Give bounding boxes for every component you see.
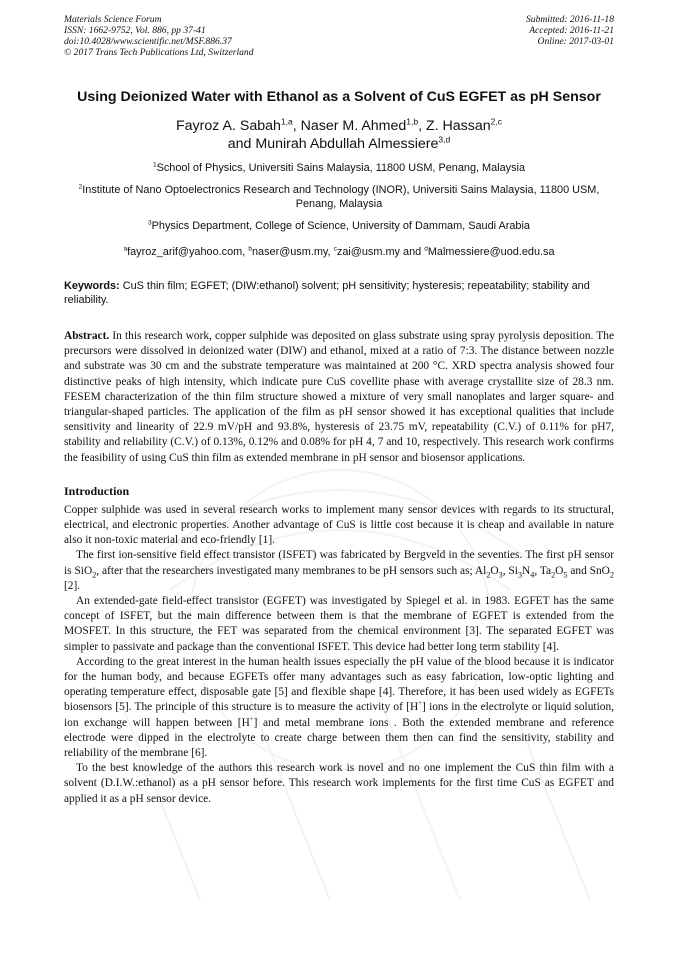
subscript: 2 [92,569,97,579]
subscript: 2 [551,569,556,579]
subscript: 2 [609,569,614,579]
author-sup: 1,a [280,116,293,127]
paragraph [64,548,614,594]
keywords-label: Keywords: [64,280,120,292]
text-run: O [555,564,564,577]
submitted-date: Submitted: 2016-11-18 [525,14,614,25]
email-link[interactable]: fayroz_arif@yahoo.com, [127,246,249,258]
paper-title: Using Deionized Water with Ethanol as a Solvent of CuS EGFET as pH Sensor [77,89,601,105]
journal-name: Materials Science Forum [64,14,162,25]
abstract-text: In this research work, copper sulphide was deposited on glass substrate using spray pyrolysis deposition. The precursors were dissolved in deionized water (DIW) and ethanol, mixed at a ratio of 7:3. The distance between nozzle and substrate was 30 cm and the substrate temperature was maintained at 200 °C. XRD spectra analysis showed four distinctive peaks of high intensity, which indicate pure CuS covellite phase with average crystallite size of 28.3 nm. FESEM characterization of the thin film structure showed a mixture of very small nanoplates and larger square- and triangular-shaped particles. The application of the film as pH sensor showed it has exceptional qualities that include sensitivity and linearity of 22.9 mV/pH and 93.8%, hysteresis of 23.75 mV, repeatability (C.V.) of 0.11% for pH7, stability and reliability (C.V.) of 0.13%, 0.12% and 0.08% for pH 4, 7 and 10, respectively. This research work confirms the feasibility of using CuS thin film as extended membrane in pH sensor and biosensor applications. [64,330,614,464]
author-list [64,117,614,153]
journal-header [64,14,614,58]
submission-dates [526,14,614,58]
abstract [64,329,614,466]
text-run: The first ion-sensitive field effect transistor (ISFET) was fabricated by Bergveld in the seventies. The first pH sensor is SiO [64,549,614,577]
author-name: Z. Hassan [426,118,491,134]
text-run: [2]. [64,579,81,592]
affiliation [64,161,614,175]
author-name: Fayroz A. Sabah [176,118,281,134]
affiliation-text: School of Physics, Universiti Sains Malaysia, 11800 USM, Penang, Malaysia [156,162,526,174]
email-link[interactable]: Malmessiere@uod.edu.sa [427,246,555,258]
text-run: ] ions in the electrolyte or liquid solution, ion exchange will happen between [H [64,701,614,729]
online-date: Online: 2017-03-01 [537,36,614,47]
journal-copyright: © 2017 Trans Tech Publications Ltd, Switzerland [64,47,254,58]
email-link[interactable]: naser@usm.my, [251,246,334,258]
affiliation [64,183,614,211]
email-sup: d [424,245,428,253]
text-run: N [522,564,531,577]
text-run: O [490,564,499,577]
text-run: ] and metal membrane ions . Both the extended membrane and reference electrode were dipped in the electrolyte to create charge between them then can find the sensitivity, stability and reliability of the membrane [6]. [64,716,614,760]
email-sup: a [123,245,128,253]
superscript: + [249,715,254,723]
email-sup: b [248,245,252,253]
paragraph [64,655,614,761]
affiliation-text: Physics Department, College of Science, University of Dammam, Saudi Arabia [151,220,530,232]
author-and: and [227,136,256,152]
author-sup: 3,d [438,134,451,145]
author-separator: , [418,118,426,134]
subscript: 2 [486,569,491,579]
affiliation-text: Institute of Nano Optoelectronics Research and Technology (INOR), Universiti Sains Malaysia, 11800 USM, Penang, Malaysia [82,184,600,210]
text-run: According to the great interest in the human health issues especially the pH value of the blood because it is indicator for the human body, and because EGFETs offer many advantages such as easy fabrication, low-optic lighting and operating temperature effect, disposable gate [5] and flexible shape [4]. Therefore, it has been used widely as EGFETs biosensors [5]. The principle of this structure is to measure the activity of [H [64,655,614,714]
subscript: 3 [498,569,503,579]
text-run: , Si [502,564,518,577]
keywords-text: CuS thin film; EGFET; (DIW:ethanol) solvent; pH sensitivity; hysteresis; repeatability; stability and reliability. [64,280,590,306]
subscript: 5 [563,569,568,579]
affiliation-sup: 3 [148,219,152,227]
author-sup: 1,b [406,116,419,127]
email-list [64,245,614,259]
paragraph: Copper sulphide was used in several research works to implement many sensor devices with regards to its structural, electrical, and electronic properties. Another advantage of CuS is little cost because it is cheap and available in nature also it non-toxic material and eco-friendly [1]. [64,503,614,547]
accepted-date: Accepted: 2016-11-21 [529,25,614,36]
author-name: Naser M. Ahmed [300,118,407,134]
author-sup: 2,c [490,116,502,127]
email-sup: c [333,245,337,253]
introduction-body [64,503,614,807]
subscript: 3 [517,569,523,579]
superscript: + [418,700,423,708]
keywords [64,279,614,307]
subscript: 4 [530,569,535,579]
affiliation-sup: 1 [152,161,157,169]
text-run: , after that the researchers investigated many membranes to be pH sensors such as; Al [96,564,487,577]
paragraph: To the best knowledge of the authors this research work is novel and no one implement the CuS thin film with a solvent (D.I.W.:ethanol) as a pH sensor before. This research work implements for the first time CuS as EGFET and applied it as a pH sensor device. [64,762,614,805]
journal-doi: doi:10.4028/www.scientific.net/MSF.886.37 [64,36,232,47]
affiliation-sup: 2 [78,183,83,191]
author-separator: , [292,118,301,134]
affiliation [64,219,614,233]
journal-issn: ISSN: 1662-9752, Vol. 886, pp 37-41 [64,25,206,36]
author-name: Munirah Abdullah Almessiere [255,136,439,152]
section-heading: Introduction [64,483,130,498]
journal-info [64,14,254,58]
text-run: and SnO [567,564,610,577]
abstract-label: Abstract. [64,330,110,342]
email-link[interactable]: zai@usm.my and [336,246,425,258]
paragraph: An extended-gate field-effect transistor (EGFET) was investigated by Spiegel et al. in 1983. EGFET has the same concept of ISFET, but the main difference between them is that the membrane of EGFET is extended from the MOSFET. In this structure, the FET was separated from the chemical environment [3]. The separated EGFET was simpler to passivate and package than the conventional ISFET. This device had better long term stability [4]. [64,595,614,653]
text-run: , Ta [534,564,552,577]
